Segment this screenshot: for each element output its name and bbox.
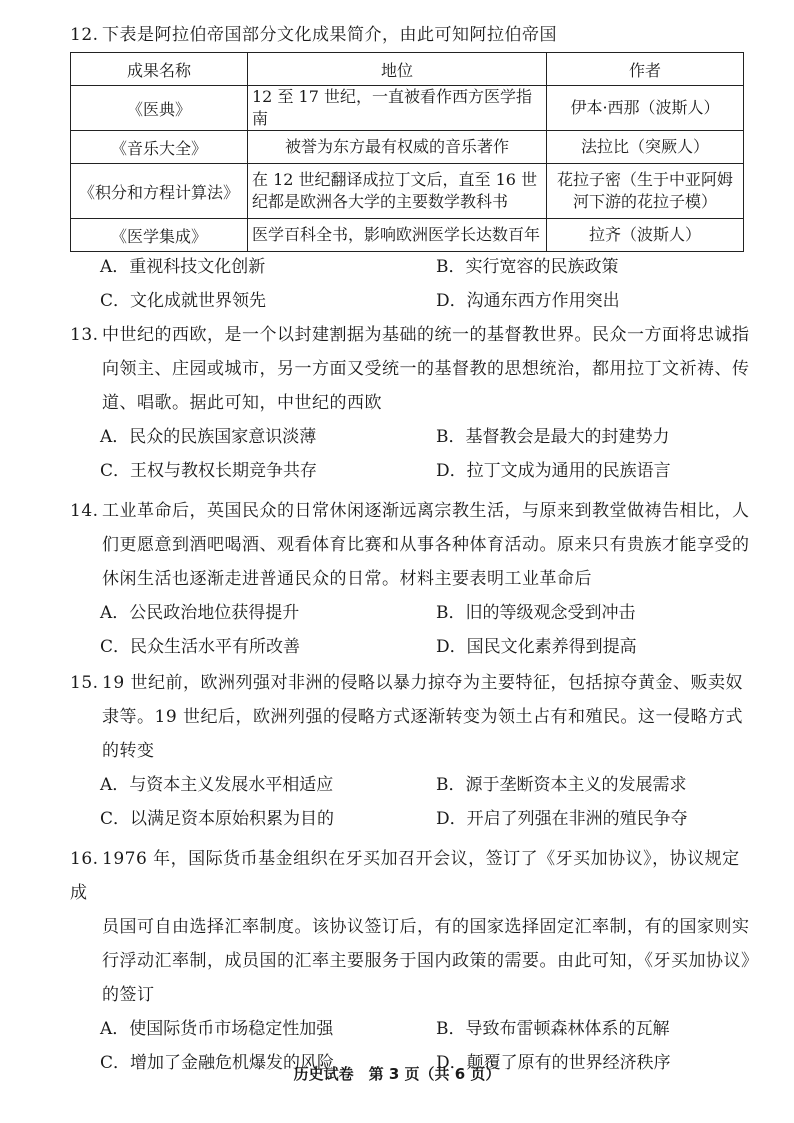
question-12 [70, 18, 750, 52]
option-a[interactable]: A．民众的民族国家意识淡薄 [100, 427, 317, 447]
option-a[interactable]: A．使国际货币市场稳定性加强 [100, 1019, 334, 1039]
question-15 [70, 666, 750, 836]
question-stem-line: 向领主、庄园或城市，另一方面又受统一的基督教的思想统治，都用拉丁文祈祷、传 [102, 359, 750, 379]
option-b[interactable]: B．源于垄断资本主义的发展需求 [436, 775, 687, 795]
cell-position: 在 12 世纪翻译成拉丁文后，直至 16 世纪都是欧洲各大学的主要数学教科书 [248, 164, 547, 219]
option-c[interactable]: C．以满足资本原始积累为目的 [100, 809, 335, 829]
cell-position: 被誉为东方最有权威的音乐著作 [248, 131, 547, 164]
question-stem-line: 的签订 [102, 985, 155, 1005]
question-stem-line: 道、唱歌。据此可知，中世纪的西欧 [102, 393, 382, 413]
options-row [70, 420, 750, 454]
question-stem-line: 工业革命后，英国民众的日常休闲逐渐远离宗教生活，与原来到教堂做祷告相比，人 [102, 501, 750, 521]
achievements-table [70, 52, 744, 252]
option-a[interactable]: A．与资本主义发展水平相适应 [100, 775, 334, 795]
cell-name: 《积分和方程计算法》 [71, 164, 248, 219]
option-b[interactable]: B．导致布雷顿森林体系的瓦解 [436, 1019, 670, 1039]
cell-name: 《医学集成》 [71, 219, 248, 252]
options-row [70, 1012, 750, 1046]
table-row [71, 86, 744, 131]
question-stem-line: 们更愿意到酒吧喝酒、观看体育比赛和从事各种体育活动。原来只有贵族才能享受的 [102, 535, 750, 555]
column-header-name: 成果名称 [71, 53, 248, 86]
options-row [70, 768, 750, 802]
question-stem-line: 行浮动汇率制，成员国的汇率主要服务于国内政策的需要。由此可知，《牙买加协议》 [102, 951, 759, 971]
options-row [70, 284, 750, 318]
question-16 [70, 842, 759, 1080]
question-stem: 下表是阿拉伯帝国部分文化成果简介，由此可知阿拉伯帝国 [102, 25, 557, 45]
question-stem-line: 员国可自由选择汇率制度。该协议签订后，有的国家选择固定汇率制，有的国家则实 [102, 917, 750, 937]
column-header-author: 作者 [547, 53, 744, 86]
cell-author: 法拉比（突厥人） [547, 131, 744, 164]
option-d[interactable]: D．国民文化素养得到提高 [436, 637, 637, 657]
question-number: 14. [70, 501, 99, 521]
option-b[interactable]: B．实行宽容的民族政策 [436, 257, 619, 277]
option-a[interactable]: A．公民政治地位获得提升 [100, 603, 300, 623]
cell-author: 拉齐（波斯人） [547, 219, 744, 252]
table-row [71, 164, 744, 219]
question-12-options [70, 250, 750, 318]
question-13 [70, 318, 750, 488]
column-header-position: 地位 [248, 53, 547, 86]
question-stem-line: 19 世纪前，欧洲列强对非洲的侵略以暴力掠夺为主要特征，包括掠夺黄金、贩卖奴 [102, 673, 744, 693]
option-c[interactable]: C．民众生活水平有所改善 [100, 637, 301, 657]
question-stem-line: 隶等。19 世纪后，欧洲列强的侵略方式逐渐转变为领土占有和殖民。这一侵略方式 [102, 707, 744, 727]
cell-position: 12 至 17 世纪，一直被看作西方医学指南 [248, 86, 547, 131]
option-a[interactable]: A．重视科技文化创新 [100, 257, 266, 277]
question-number: 13. [70, 325, 99, 345]
option-d[interactable]: D．拉丁文成为通用的民族语言 [436, 461, 671, 481]
question-stem-line: 休闲生活也逐渐走进普通民众的日常。材料主要表明工业革命后 [102, 569, 592, 589]
options-row [70, 596, 750, 630]
option-b[interactable]: B．旧的等级观念受到冲击 [436, 603, 636, 623]
option-d[interactable]: D．颠覆了原有的世界经济秩序 [436, 1053, 671, 1073]
cell-name: 《音乐大全》 [71, 131, 248, 164]
question-stem-line: 1976 年，国际货币基金组织在牙买加召开会议，签订了《牙买加协议》，协议规定成 [70, 849, 740, 903]
option-d[interactable]: D．沟通东西方作用突出 [436, 291, 620, 311]
option-b[interactable]: B．基督教会是最大的封建势力 [436, 427, 670, 447]
question-14 [70, 494, 750, 664]
question-number: 12. [70, 25, 99, 45]
table-row [71, 219, 744, 252]
question-stem-line: 中世纪的西欧，是一个以封建割据为基础的统一的基督教世界。民众一方面将忠诚指 [102, 325, 750, 345]
page-footer: 历史试卷 第 3 页（共 6 页） [293, 1065, 501, 1083]
table-header-row [71, 53, 744, 86]
question-number: 16. [70, 849, 99, 869]
options-row [70, 802, 750, 836]
cell-author: 花拉子密（生于中亚阿姆河下游的花拉子模） [547, 164, 744, 219]
option-d[interactable]: D．开启了列强在非洲的殖民争夺 [436, 809, 688, 829]
options-row [70, 630, 750, 664]
cell-position: 医学百科全书，影响欧洲医学长达数百年 [248, 219, 547, 252]
option-c[interactable]: C．王权与教权长期竞争共存 [100, 461, 318, 481]
question-number: 15. [70, 673, 99, 693]
question-stem-line: 的转变 [102, 741, 155, 761]
options-row [70, 454, 750, 488]
options-row [70, 250, 750, 284]
cell-name: 《医典》 [71, 86, 248, 131]
option-c[interactable]: C．文化成就世界领先 [100, 291, 267, 311]
cell-author: 伊本·西那（波斯人） [547, 86, 744, 131]
table-row [71, 131, 744, 164]
option-c[interactable]: C．增加了金融危机爆发的风险 [100, 1053, 335, 1073]
